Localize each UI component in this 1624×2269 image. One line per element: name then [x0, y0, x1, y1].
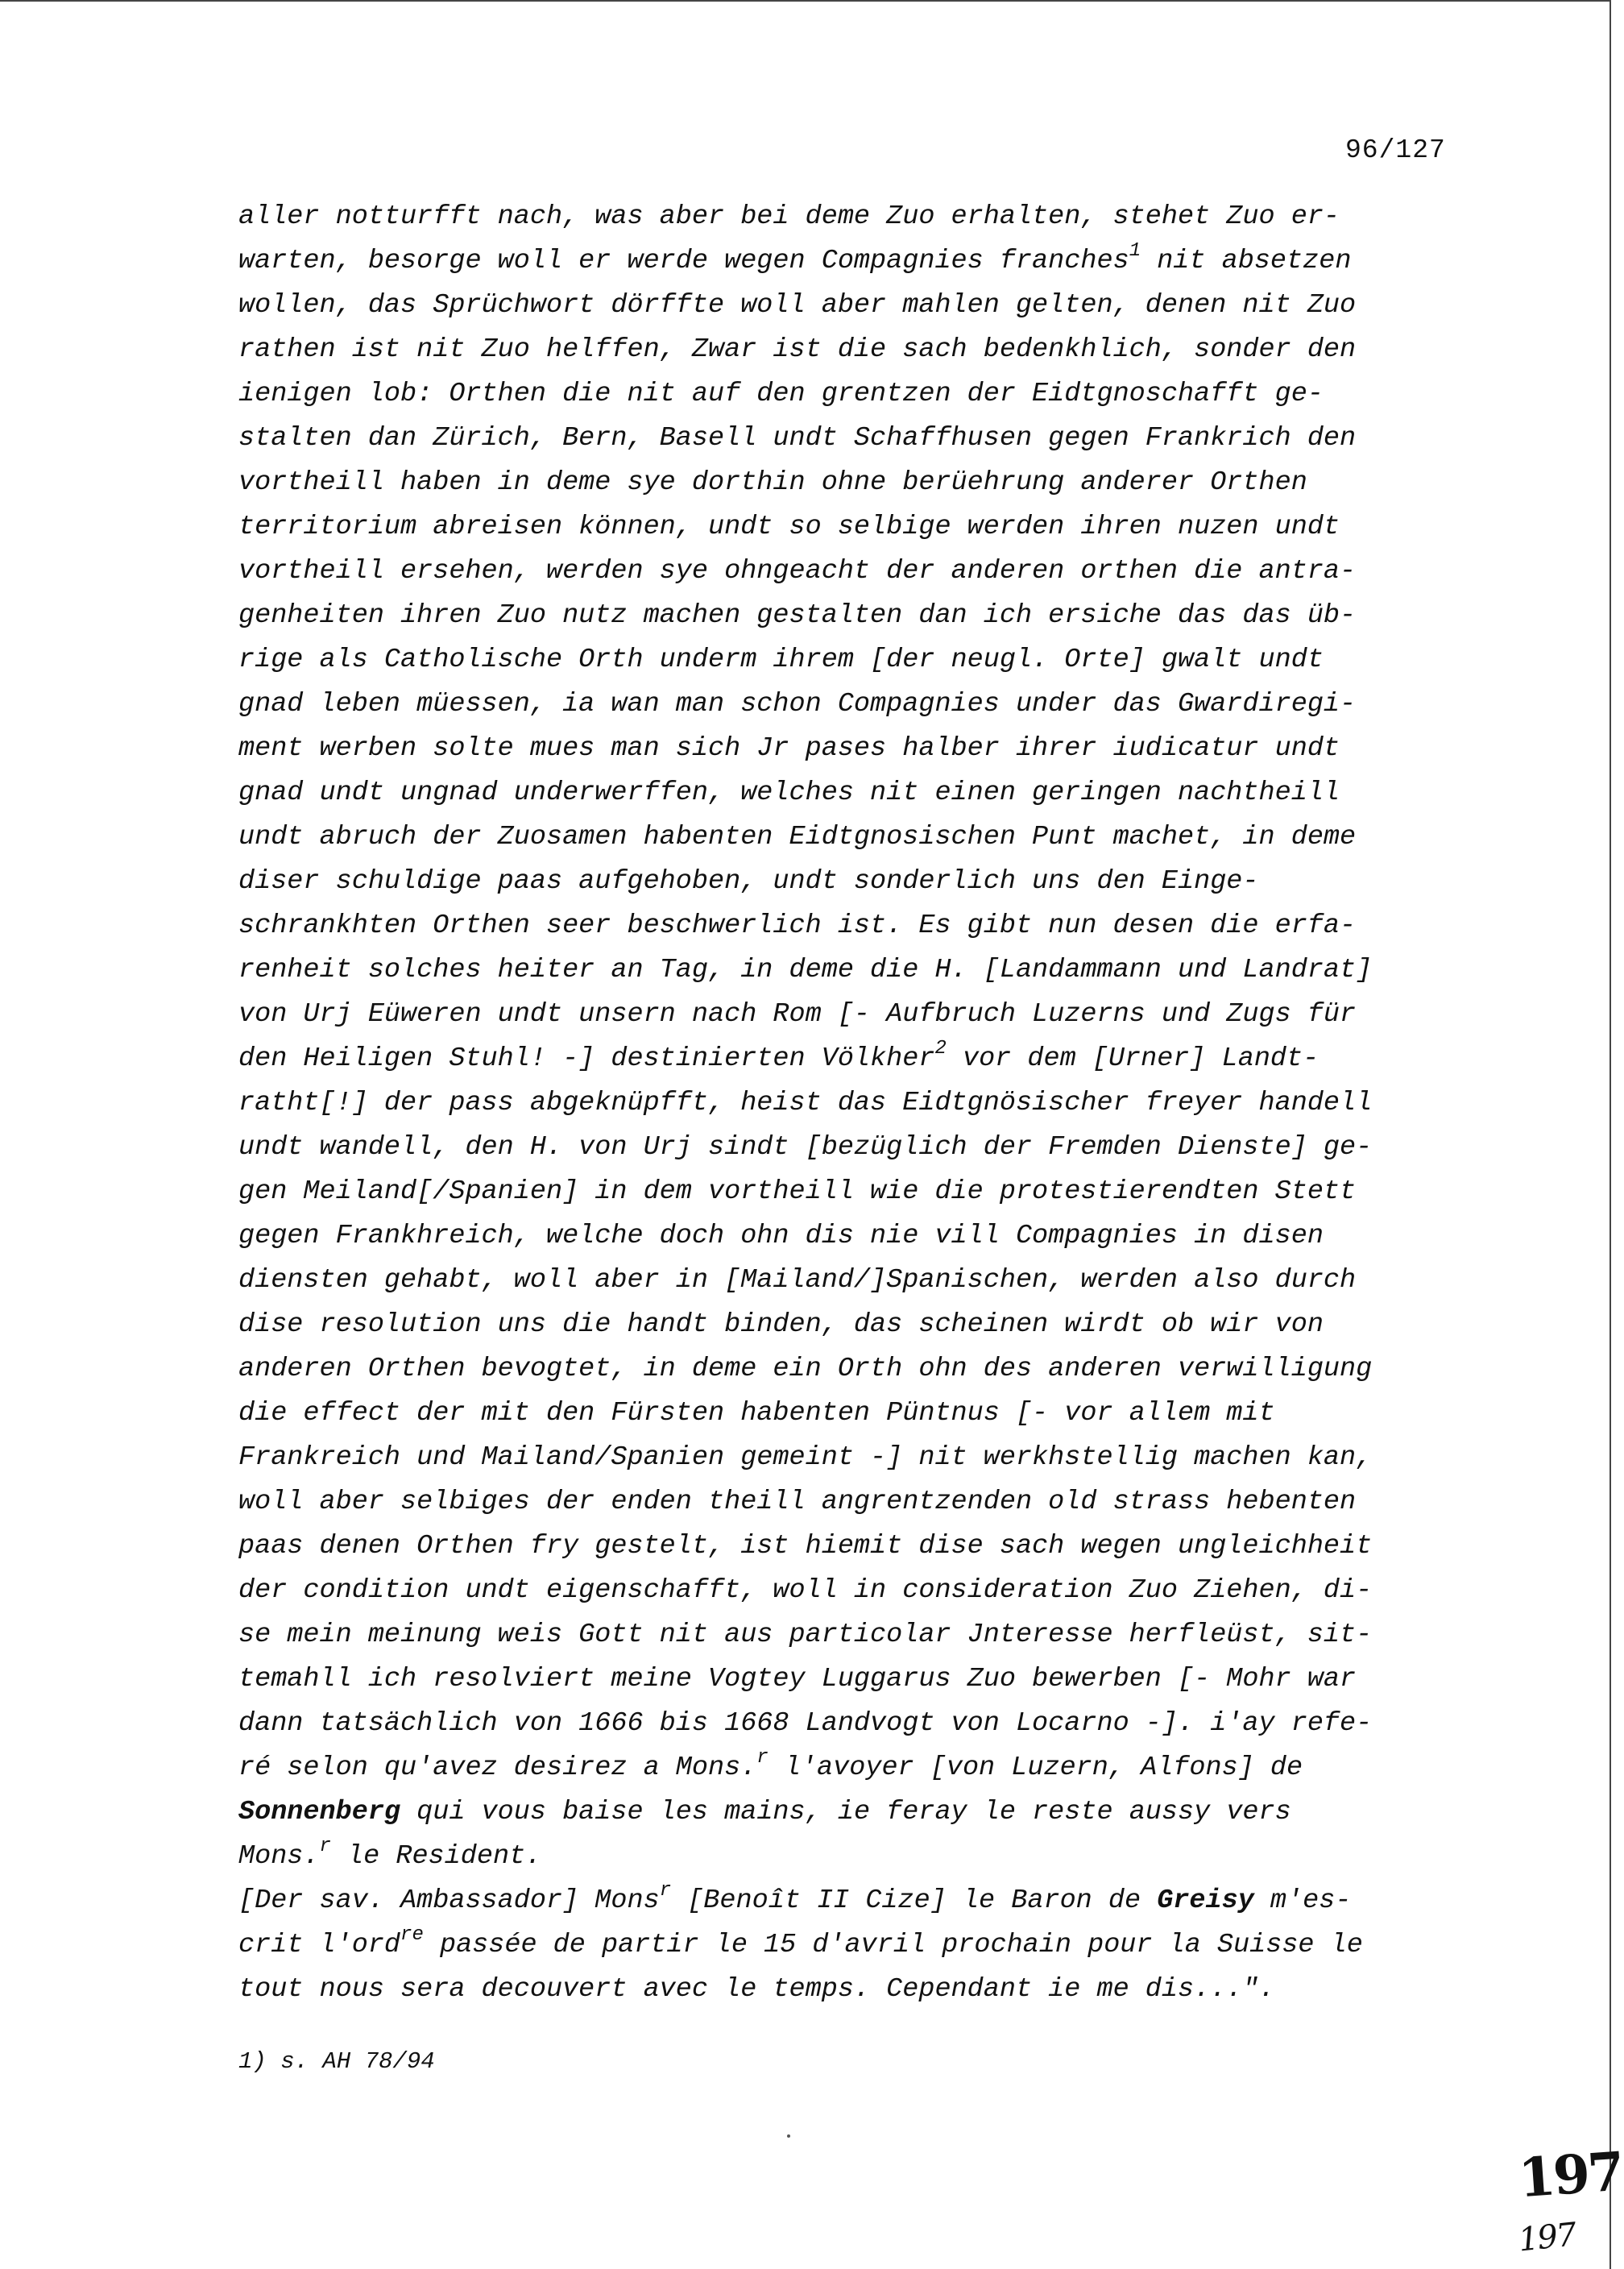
superscript: r [319, 1835, 331, 1857]
text-line [238, 550, 1479, 594]
text-segment: vor dem [Urner] Landt- [946, 1043, 1320, 1074]
text-line [238, 1303, 1479, 1347]
text-segment: dise resolution uns die handt binden, das scheinen wirdt ob wir von [238, 1309, 1324, 1340]
text-segment: gnad leben müessen, ia wan man schon Compagnies under das Gwardiregi- [238, 689, 1357, 720]
text-line [238, 1126, 1479, 1170]
superscript: r [659, 1879, 672, 1902]
superscript: r [756, 1746, 768, 1769]
text-segment: der condition undt eigenschafft, woll in consideration Zuo Ziehen, di- [238, 1575, 1373, 1606]
text-segment: den Heiligen Stuhl! -] destinierten Völkher [238, 1043, 935, 1074]
text-line [238, 1835, 1479, 1879]
text-segment: temahll ich resolviert meine Vogtey Luggarus Zuo bewerben [- Mohr war [238, 1664, 1357, 1694]
text-segment: diser schuldige paas aufgehoben, undt sonderlich uns den Einge- [238, 866, 1259, 897]
text-line [238, 1480, 1479, 1524]
text-segment: stalten dan Zürich, Bern, Basell undt Schaffhusen gegen Frankrich den [238, 423, 1357, 454]
bold-name: Sonnenberg [238, 1797, 401, 1827]
text-segment: m'es- [1253, 1885, 1352, 1916]
text-segment: vortheill ersehen, werden sye ohngeacht der anderen orthen die antra- [238, 556, 1357, 587]
archive-stamp-number-small: 197 [1516, 2216, 1577, 2259]
text-segment: die effect der mit den Fürsten habenten Püntnus [- vor allem mit [238, 1398, 1275, 1429]
text-segment: woll aber selbiges der enden theill angrentzenden old strass hebenten [238, 1487, 1357, 1517]
text-segment: territorium abreisen können, undt so selbige werden ihren nuzen undt [238, 512, 1340, 542]
text-segment: von Urj Eüweren undt unsern nach Rom [- Aufbruch Luzerns und Zugs für [238, 999, 1357, 1030]
text-segment: Mons. [238, 1841, 320, 1872]
text-line [238, 904, 1479, 948]
text-segment: crit l'ord [238, 1930, 401, 1960]
text-line [238, 284, 1479, 328]
superscript: 1 [1129, 239, 1141, 262]
text-line [238, 1657, 1479, 1702]
text-line [238, 1613, 1479, 1657]
text-segment: nit absetzen [1141, 246, 1352, 276]
text-line [238, 372, 1479, 417]
text-segment: gegen Frankhreich, welche doch ohn dis nie vill Compagnies in disen [238, 1221, 1324, 1251]
text-line [238, 1081, 1479, 1126]
text-line [238, 505, 1479, 550]
text-segment: tout nous sera decouvert avec le temps. Cependant ie me dis...". [238, 1974, 1275, 2005]
text-line [238, 727, 1479, 771]
text-line [238, 417, 1479, 461]
archive-stamp-number: 197 [1516, 2139, 1624, 2210]
text-line [238, 682, 1479, 727]
text-line [238, 1790, 1479, 1835]
text-line [238, 815, 1479, 860]
bold-name: Greisy [1157, 1885, 1254, 1916]
text-segment: le Resident. [330, 1841, 542, 1872]
text-segment: renheit solches heiter an Tag, in deme die H. [Landammann und Landrat] [238, 955, 1373, 985]
text-segment: wollen, das Sprüchwort dörffte woll aber mahlen gelten, denen nit Zuo [238, 290, 1357, 321]
text-segment: paas denen Orthen fry gestelt, ist hiemit dise sach wegen ungleichheit [238, 1531, 1373, 1562]
text-segment: diensten gehabt, woll aber in [Mailand/]Spanischen, werden also durch [238, 1265, 1357, 1296]
text-segment: l'avoyer [von Luzern, Alfons] de [768, 1753, 1303, 1783]
text-segment: dann tatsächlich von 1666 bis 1668 Landvogt von Locarno -]. i'ay refe- [238, 1708, 1373, 1739]
text-segment: warten, besorge woll er werde wegen Compagnies franches [238, 246, 1129, 276]
page-number: 96/127 [1345, 135, 1446, 165]
superscript: re [400, 1923, 424, 1946]
text-line [238, 239, 1479, 284]
text-line [238, 1392, 1479, 1436]
text-segment: undt wandell, den H. von Urj sindt [bezüglich der Fremden Dienste] ge- [238, 1132, 1373, 1163]
text-segment: aller notturfft nach, was aber bei deme Zuo erhalten, stehet Zuo er- [238, 201, 1340, 232]
text-line [238, 1923, 1479, 1968]
text-line [238, 1259, 1479, 1303]
superscript: 2 [934, 1037, 947, 1060]
text-segment: ienigen lob: Orthen die nit auf den grentzen der Eidtgnoschafft ge- [238, 379, 1324, 409]
text-line [238, 1037, 1479, 1081]
text-segment: [Benoît II Cize] le Baron de [671, 1885, 1158, 1916]
text-line [238, 1436, 1479, 1480]
text-line [238, 1968, 1479, 2012]
text-line [238, 1702, 1479, 1746]
text-line [238, 948, 1479, 993]
text-segment: rathen ist nit Zuo helffen, Zwar ist die sach bedenkhlich, sonder den [238, 334, 1357, 365]
text-segment: vortheill haben in deme sye dorthin ohne berüehrung anderer Orthen [238, 467, 1307, 498]
text-segment: ratht[!] der pass abgeknüpfft, heist das Eidtgnösischer freyer handell [238, 1088, 1373, 1118]
text-line [238, 1170, 1479, 1214]
body-text [238, 195, 1479, 2012]
text-line [238, 1746, 1479, 1790]
text-line [238, 638, 1479, 682]
text-segment: gen Meiland[/Spanien] in dem vortheill wie die protestierendten Stett [238, 1176, 1357, 1207]
text-line [238, 993, 1479, 1037]
text-segment: ment werben solte mues man sich Jr pases halber ihrer iudicatur undt [238, 733, 1340, 764]
text-line [238, 1524, 1479, 1569]
text-line [238, 195, 1479, 239]
text-line [238, 1879, 1479, 1923]
text-segment: gnad undt ungnad underwerffen, welches nit einen geringen nachtheill [238, 778, 1340, 808]
text-segment: [Der sav. Ambassador] Mons [238, 1885, 660, 1916]
text-segment: schrankhten Orthen seer beschwerlich ist. Es gibt nun desen die erfa- [238, 911, 1357, 941]
text-line [238, 461, 1479, 505]
text-segment: passée de partir le 15 d'avril prochain pour la Suisse le [423, 1930, 1363, 1960]
text-segment: undt abruch der Zuosamen habenten Eidtgnosischen Punt machet, in deme [238, 822, 1357, 852]
text-line [238, 328, 1479, 372]
text-segment: se mein meinung weis Gott nit aus particolar Jnteresse herfleüst, sit- [238, 1620, 1373, 1650]
text-line [238, 1214, 1479, 1259]
footnote: 1) s. AH 78/94 [238, 2048, 435, 2075]
scan-speck [787, 2134, 790, 2138]
text-segment: anderen Orthen bevogtet, in deme ein Orth ohn des anderen verwilligung [238, 1354, 1373, 1384]
text-line [238, 771, 1479, 815]
text-line [238, 860, 1479, 904]
text-segment: qui vous baise les mains, ie feray le reste aussy vers [400, 1797, 1291, 1827]
text-segment: rige als Catholische Orth underm ihrem [der neugl. Orte] gwalt undt [238, 645, 1324, 675]
text-segment: ré selon qu'avez desirez a Mons. [238, 1753, 757, 1783]
text-line [238, 594, 1479, 638]
text-line [238, 1347, 1479, 1392]
text-line [238, 1569, 1479, 1613]
text-segment: Frankreich und Mailand/Spanien gemeint -] nit werkhstellig machen kan, [238, 1442, 1373, 1473]
text-segment: genheiten ihren Zuo nutz machen gestalten dan ich ersiche das das üb- [238, 600, 1357, 631]
